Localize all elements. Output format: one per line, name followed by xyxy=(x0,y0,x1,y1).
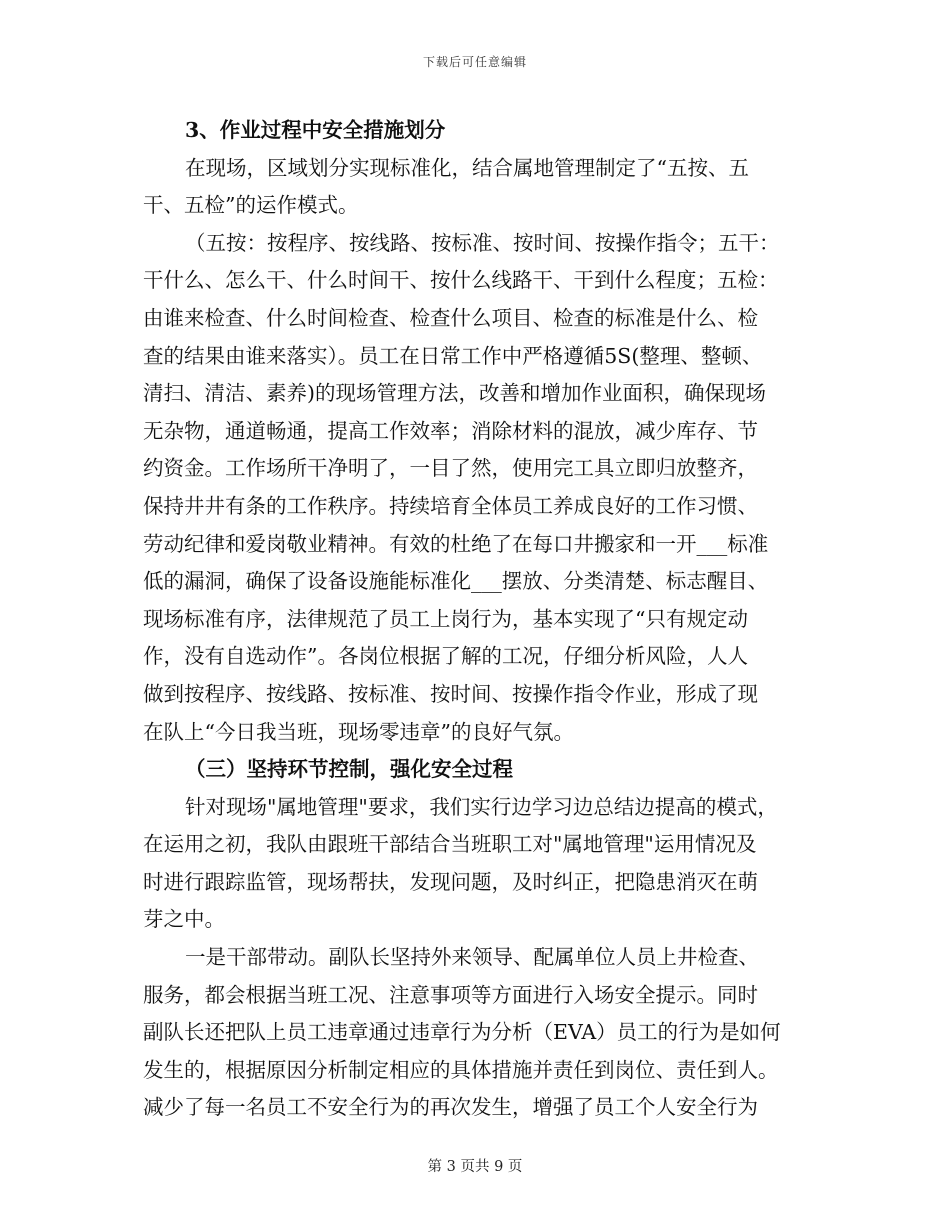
text-line: 发生的，根据原因分析制定相应的具体措施并责任到岗位、责任到人。 xyxy=(143,1057,779,1082)
text-line: 在队上“今日我当班，现场零违章”的良好气氛。 xyxy=(143,719,574,744)
text-line: 约资金。工作场所干净明了，一目了然，使用完工具立即归放整齐， xyxy=(143,456,758,481)
page-header: 下载后可任意编辑 xyxy=(422,55,527,69)
text-line: 副队长还把队上员工违章通过违章行为分析（EVA）员工的行为是如何 xyxy=(143,1020,781,1045)
text-line: 干什么、怎么干、什么时间干、按什么线路干、干到什么程度；五检： xyxy=(143,268,779,293)
text-line: 作，没有自选动作”。各岗位根据了解的工况，仔细分析风险，人人 xyxy=(143,644,748,669)
text-line: 在现场，区域划分实现标准化，结合属地管理制定了“五按、五 xyxy=(185,155,749,180)
text-line: 查的结果由谁来落实）。员工在日常工作中严格遵循5S(整理、整顿、 xyxy=(143,343,763,368)
text-line: 减少了每一名员工不安全行为的再次发生，增强了员工个人安全行为 xyxy=(143,1095,758,1120)
text-line: 针对现场"属地管理"要求，我们实行边学习边总结边提高的模式， xyxy=(185,794,778,819)
text-line: 保持井井有条的工作秩序。持续培育全体员工养成良好的工作习惯、 xyxy=(143,493,758,518)
text-line: 低的漏洞，确保了设备设施能标准化___摆放、分类清楚、标志醒目、 xyxy=(143,569,769,594)
text-line: 清扫、清洁、素养)的现场管理方法，改善和增加作业面积，确保现场 xyxy=(143,381,766,406)
section-heading: 3、作业过程中安全措施划分 xyxy=(185,118,446,142)
text-line: 做到按程序、按线路、按标准、按时间、按操作指令作业，形成了现 xyxy=(143,681,758,706)
text-line: 现场标准有序，法律规范了员工上岗行为，基本实现了“只有规定动 xyxy=(143,606,748,631)
page-number: 第 3 页共 9 页 xyxy=(427,1159,523,1175)
text-line: 在运用之初，我队由跟班干部结合当班职工对"属地管理"运用情况及 xyxy=(143,832,757,857)
document-body xyxy=(143,112,803,1127)
text-line: 劳动纪律和爱岗敬业精神。有效的杜绝了在每口井搬家和一开___标准 xyxy=(143,531,769,556)
text-line: 干、五检”的运作模式。 xyxy=(143,193,359,218)
text-line: （五按：按程序、按线路、按标准、按时间、按操作指令；五干： xyxy=(185,230,780,255)
section-heading: （三）坚持环节控制，强化安全过程 xyxy=(185,757,513,782)
text-line: 由谁来检查、什么时间检查、检查什么项目、检查的标准是什么、检 xyxy=(143,305,758,330)
text-line: 无杂物，通道畅通，提高工作效率；消除材料的混放，减少库存、节 xyxy=(143,418,758,443)
text-line: 服务，都会根据当班工况、注意事项等方面进行入场安全提示。同时 xyxy=(143,982,758,1007)
text-line: 时进行跟踪监管，现场帮扶，发现问题，及时纠正，把隐患消灭在萌 xyxy=(143,869,758,894)
text-line: 芽之中。 xyxy=(143,907,225,932)
text-line: 一是干部带动。副队长坚持外来领导、配属单位人员上井检查、 xyxy=(185,945,759,970)
